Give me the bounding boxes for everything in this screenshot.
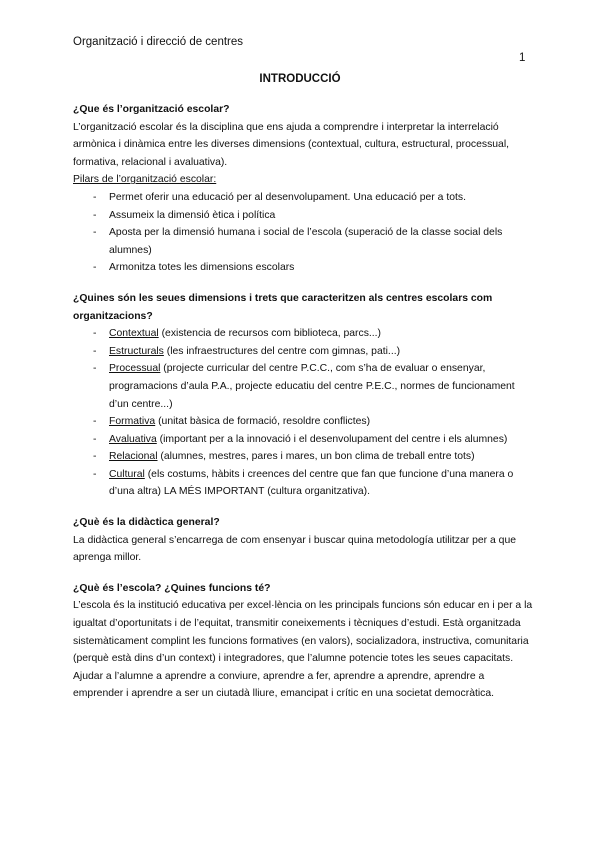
section-paragraph: Ajudar a l’alumne a aprendre a conviure, aprendre a fer, aprendre a aprendre, aprendre a emprender i aprendre a ser un ciutadà lliure, emancipat i crític en una societat democràtica. bbox=[73, 670, 495, 700]
dimension-term: Contextual bbox=[109, 328, 159, 340]
list-item bbox=[93, 466, 535, 501]
section-paragraph: L’escola és la institució educativa per excel·lència on les principals funcions són educar en i per a la igualtat d’oportunitats i de l’equitat, transmitir coneixements i tècniques d’estudi. Està organitzada sistemàticament complint les funcions formatives (en valors), socializadora, instructiva, comunitaria (perquè està dins d’un context) i integradores, que l’alumne potencie totes les seues capacitats. bbox=[73, 600, 533, 665]
list-item: - Aposta per la dimensió humana i social de l’escola (superació de la classe social dels alumnes) bbox=[93, 224, 535, 259]
list-item bbox=[93, 343, 535, 361]
page-title: INTRODUCCIÓ bbox=[259, 73, 341, 85]
dimension-term: Cultural bbox=[109, 468, 145, 480]
dimension-term: Formativa bbox=[109, 416, 156, 428]
section-question: ¿Quines són les seues dimensions i trets que caracteritzen als centres escolars com organitzacions? bbox=[73, 292, 493, 322]
list-item: - Permet oferir una educació per al desenvolupament. Una educació per a tots. bbox=[93, 189, 535, 207]
list-item: - Armonitza totes les dimensions escolars bbox=[93, 259, 535, 277]
dimension-desc: (alumnes, mestres, pares i mares, un bon clima de treball entre tots) bbox=[157, 451, 475, 463]
section-paragraph: La didàctica general s’encarrega de com ensenyar i buscar quina metodología utilitzar per a que aprenga millor. bbox=[73, 534, 517, 564]
pillars-list bbox=[73, 189, 535, 277]
pillars-heading: Pilars de l’organització escolar: bbox=[73, 174, 217, 186]
dimension-term: Relacional bbox=[109, 451, 158, 463]
dimensions-list bbox=[73, 325, 535, 501]
section-question: ¿Que és l’organització escolar? bbox=[73, 104, 230, 115]
dimension-term: Avaluativa bbox=[109, 433, 157, 445]
section-question: ¿Què és la didàctica general? bbox=[73, 517, 220, 529]
dimension-desc: (els costums, hàbits i creences del centre que fan que funcione d’una manera o d’una altra) LA MÉS IMPORTANT (cultura organitzativa). bbox=[109, 468, 514, 498]
running-header: Organització i direcció de centres bbox=[73, 36, 244, 48]
list-item: - Assumeix la dimensió ètica i política bbox=[93, 207, 535, 225]
page-number: 1 bbox=[519, 52, 526, 64]
dimension-desc: (important per a la innovació i el desenvolupament del centre i els alumnes) bbox=[156, 433, 508, 445]
section-question: ¿Què és l’escola? ¿Quines funcions té? bbox=[73, 582, 271, 594]
dimension-desc: (projecte curricular del centre P.C.C., com s’ha de evaluar o ensenyar, programacions d’aula P.A., projecte educatiu del centre P.E.C., normes de funcionament d’un centre...) bbox=[109, 363, 515, 410]
list-item bbox=[93, 413, 535, 431]
dimension-term: Processual bbox=[109, 363, 161, 375]
dimension-desc: (les infraestructures del centre com gimnas, pati...) bbox=[163, 345, 401, 357]
dimension-desc: (unitat bàsica de formació, resoldre conflictes) bbox=[155, 416, 371, 428]
list-item bbox=[93, 325, 535, 343]
section-paragraph: L’organització escolar és la disciplina que ens ajuda a comprendre i interpretar la interrelació armònica i dinàmica entre les diverses dimensions (contextual, cultura, estructural, processual, formativa, relacional i avaluativa). bbox=[73, 121, 510, 168]
dimension-desc: (existencia de recursos com biblioteca, parcs...) bbox=[158, 328, 382, 340]
list-item bbox=[93, 360, 535, 413]
dimension-term: Estructurals bbox=[109, 345, 164, 357]
list-item bbox=[93, 448, 535, 466]
list-item bbox=[93, 431, 535, 449]
document-body bbox=[73, 101, 535, 703]
